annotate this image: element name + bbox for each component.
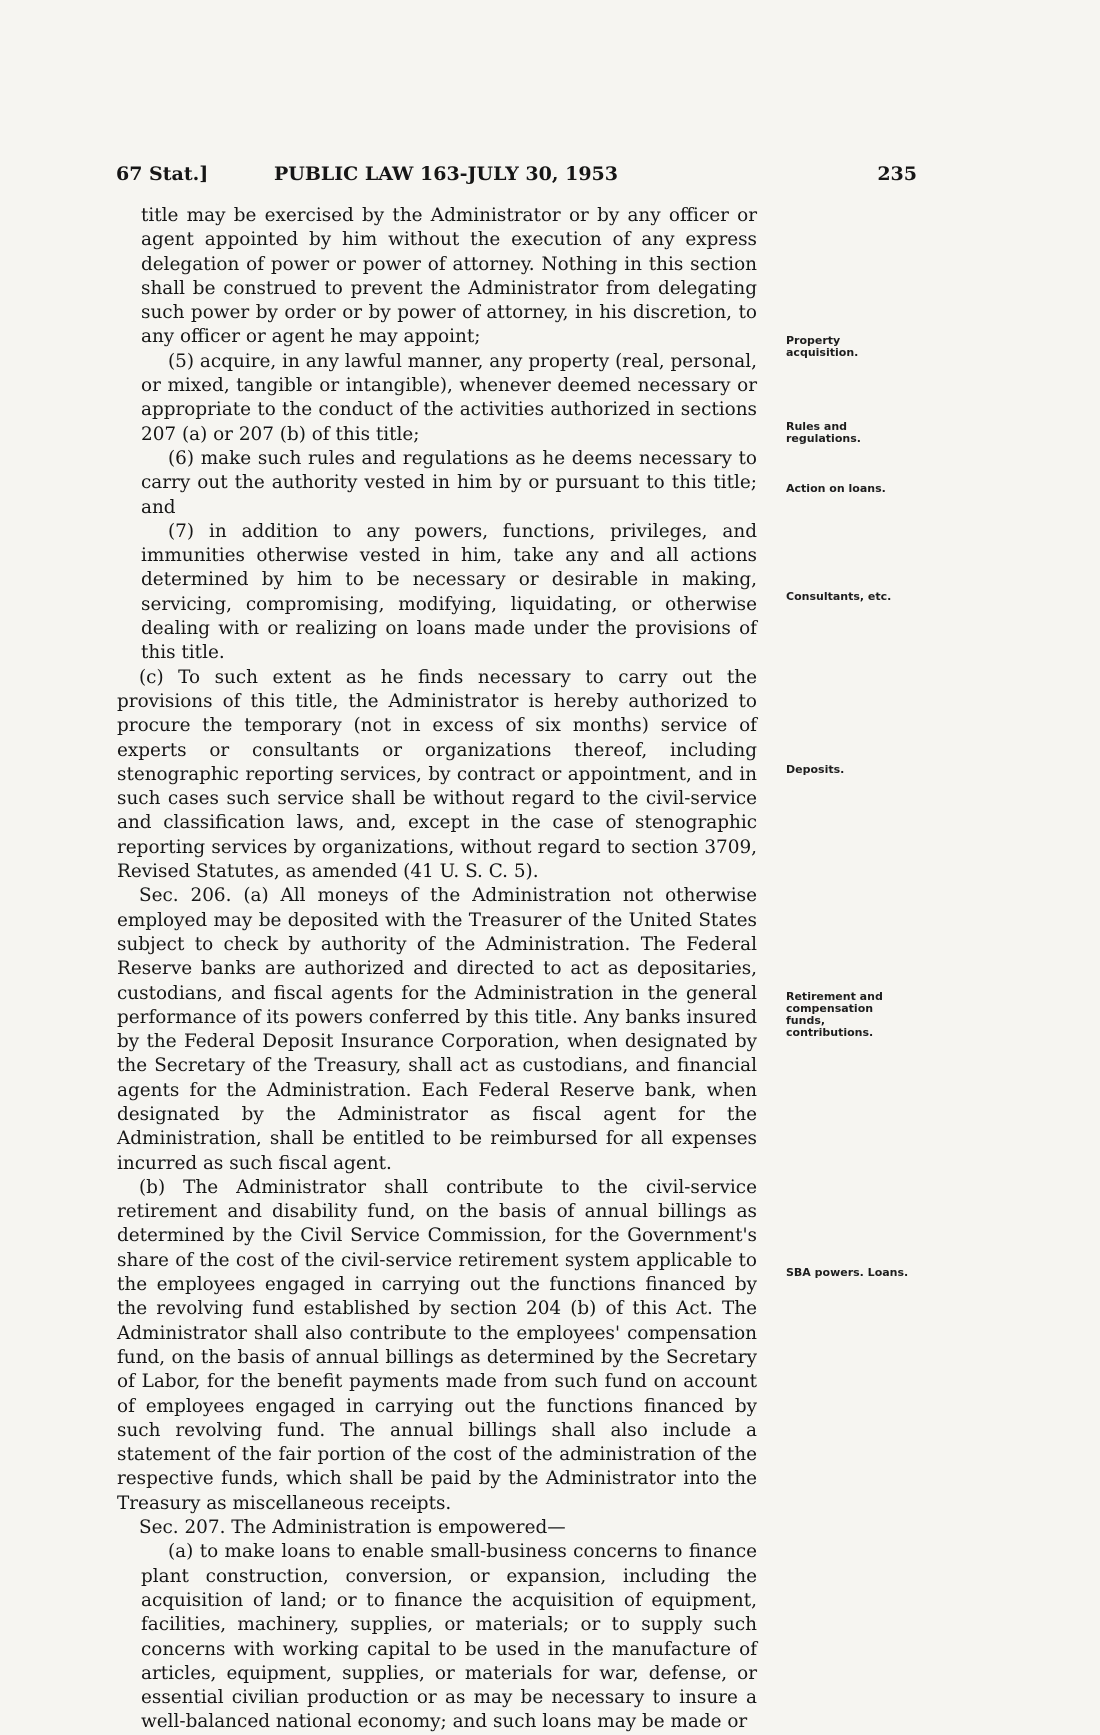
page-number: 235 — [877, 163, 917, 185]
paragraph-sec-206-a: Sec. 206. (a) All moneys of the Administration not otherwise employed may be deposited with the Treasurer of the United States subject to check by authority of the Administration. The Federal Reserve banks are authorized and directed to act as depositaries, custodians, and fiscal agents for the Administration in the general performance of its powers conferred by this title. Any banks insured by the Federal Deposit Insurance Corporation, when designated by the Secretary of the Treasury, shall act as custodians, and financial agents for the Administration. Each Federal Reserve bank, when designated by the Administrator as fiscal agent for the Administration, shall be entitled to be reimbursed for all expenses incurred as such fiscal agent. — [117, 885, 757, 1174]
margin-note-consultants: Consultants, etc. — [786, 590, 892, 603]
margin-note-rules-regulations: Rules and regulations. — [786, 420, 861, 445]
paragraph-sec-207: Sec. 207. The Administration is empowered— — [139, 1517, 566, 1539]
paragraph-item-5: (5) acquire, in any lawful manner, any property (real, personal, or mixed, tangible or intangible), whenever deemed necessary or appropriate to the conduct of the activities authorized in sections 207 (a) or 207 (b) of this title; — [141, 350, 757, 445]
paragraph-continuation: title may be exercised by the Administrator or by any officer or agent appointed by him without the execution of any express delegation of power or power of attorney. Nothing in this section shall be construed to prevent the Administrator from delegating such power by order or by power of attorney, in his discretion, to any officer or agent he may appoint; — [141, 205, 757, 348]
running-header — [116, 163, 917, 195]
volume-reference: 67 Stat.] — [116, 163, 209, 185]
margin-note-deposits: Deposits. — [786, 763, 845, 776]
paragraph-item-7: (7) in addition to any powers, functions, privileges, and immunities otherwise vested in him, take any and all actions determined by him to be necessary or desirable in making, servicing, compromising, modifying, liquidating, or otherwise dealing with or realizing on loans made under the provisions of this title. — [141, 520, 757, 664]
body-text — [117, 204, 757, 1735]
header-title: PUBLIC LAW 163-JULY 30, 1953 — [274, 163, 618, 185]
paragraph-sec-207-a: (a) to make loans to enable small-business concerns to finance plant construction, conversion, or expansion, including the acquisition of land; or to finance the acquisition of equipment, facilities, machinery, supplies, or materials; or to supply such concerns with working capital to be used in the manufacture of articles, equipment, supplies, or materials for war, defense, or essential civilian production or as may be necessary to insure a well-balanced national economy; and such loans may be made or — [141, 1541, 757, 1733]
margin-note-property-acquisition: Property acquisition. — [786, 334, 859, 359]
paragraph-item-6: (6) make such rules and regulations as he deems necessary to carry out the authority vested in him by or pursuant to this title; and — [141, 447, 757, 518]
paragraph-sec-206-b: (b) The Administrator shall contribute to the civil-service retirement and disability fund, on the basis of annual billings as determined by the Civil Service Commission, for the Government's share of the cost of the civil-service retirement system applicable to the employees engaged in carrying out the functions financed by the revolving fund established by section 204 (b) of this Act. The Administrator shall also contribute to the employees' compensation fund, on the basis of annual billings as determined by the Secretary of Labor, for the benefit payments made from such fund on account of employees engaged in carrying out the functions financed by such revolving fund. The annual billings shall also include a statement of the fair portion of the cost of the administration of the respective funds, which shall be paid by the Administrator into the Treasury as miscellaneous receipts. — [117, 1176, 757, 1514]
margin-note-sba-powers: SBA powers. Loans. — [786, 1266, 909, 1279]
margin-note-action-on-loans: Action on loans. — [786, 482, 886, 495]
paragraph-subsection-c: (c) To such extent as he finds necessary to carry out the provisions of this title, the Administrator is hereby authorized to procure the temporary (not in excess of six months) service of experts or consultants or organizations thereof, including stenographic reporting services, by contract or appointment, and in such cases such service shall be without regard to the civil-service and classification laws, and, except in the case of stenographic reporting services by organizations, without regard to section 3709, Revised Statutes, as amended (41 U. S. C. 5). — [117, 666, 757, 883]
margin-note-retirement-funds: Retirement and compensation funds, contributions. — [786, 990, 883, 1039]
